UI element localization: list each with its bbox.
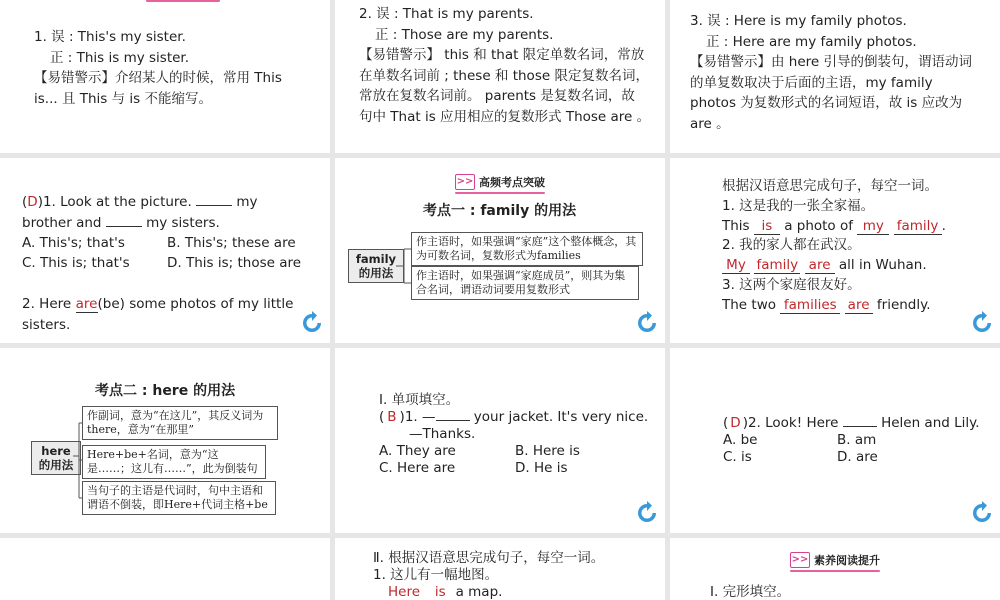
question-1: (D)1. Look at the picture. my	[22, 194, 258, 210]
reply: —Thanks.	[409, 426, 476, 442]
usage-tag: family 的用法	[348, 249, 404, 283]
refresh-arrow-icon[interactable]	[300, 311, 324, 335]
double-chevron-icon: >>	[455, 174, 475, 190]
sentence-cn: 1. 这儿有一幅地图。	[373, 567, 499, 583]
option-b: B. This's; these are	[167, 235, 296, 251]
section-heading: Ⅰ. 完形填空。	[710, 584, 791, 600]
error-line: 3. 误 : Here is my family photos.	[690, 13, 907, 29]
answer-blank: are	[805, 258, 835, 274]
warning-line: 【易错警示】由 here 引导的倒装句，谓语动词	[690, 54, 973, 70]
option-d: D. This is; those are	[167, 255, 302, 271]
bracket-connector	[396, 243, 412, 295]
card-reading	[670, 538, 1000, 600]
answer-blank: are	[845, 298, 873, 314]
correct-line: 正 : This is my sister.	[50, 49, 190, 66]
question-1-cont: brother and my sisters.	[22, 214, 220, 231]
option-c: C. is	[723, 449, 752, 465]
section-banner: >> 素养阅读提升	[790, 552, 880, 568]
warning-line: 在单数名词前 ; these 和 those 限定复数名词，	[359, 67, 649, 84]
sentence-cn: 1. 这是我的一张全家福。	[722, 197, 875, 214]
pink-tab	[146, 0, 220, 2]
option-a: A. They are	[379, 443, 456, 459]
double-chevron-icon: >>	[790, 552, 810, 568]
card-translate-here	[335, 538, 665, 600]
question-2: ( D )2. Look! Here Helen and Lily.	[723, 415, 980, 431]
warning-line: 常放在复数名词前。 parents 是复数名词，故	[359, 88, 635, 104]
rule-box-1: 作副词，意为“在这儿”，其反义词为there，意为“在那里”	[82, 406, 278, 440]
warning-line: 的单复数取决于后面的主语，my family	[690, 74, 933, 91]
answer-blank: is	[754, 219, 780, 235]
error-line: 1. 误 : This's my sister.	[34, 29, 186, 45]
correct-line: 正 : Here are my family photos.	[706, 33, 917, 50]
sentence-en: My family are all in Wuhan.	[722, 256, 992, 276]
rule-box-2: 作主语时，如果强调“家庭成员”，则其为集合名词，谓语动词要用复数形式	[411, 266, 639, 300]
answer-blank: Here	[383, 585, 425, 600]
keypoint-title: 考点二 : here 的用法	[95, 383, 236, 399]
answer-letter: D	[27, 194, 38, 210]
option-d: D. are	[837, 449, 878, 465]
warning-line: is... 且 This 与 is 不能缩写。	[34, 90, 212, 107]
question-2: 2. Here are(be) some photos of my little	[22, 296, 294, 312]
card-empty	[0, 538, 330, 600]
card-single-choice	[335, 348, 665, 533]
option-c: C. This is; that's	[22, 255, 130, 271]
refresh-arrow-icon[interactable]	[970, 501, 994, 525]
answer-blank: family	[754, 258, 800, 274]
warning-line: are 。	[690, 115, 730, 132]
answer-blank: my	[857, 219, 889, 235]
section-banner: >> 高频考点突破	[455, 174, 545, 190]
blank	[106, 226, 142, 227]
blank	[843, 426, 877, 427]
warning-line: photos 为复数形式的名词短语，故 is 应改为	[690, 95, 963, 111]
card-error-1	[0, 0, 330, 153]
sentence-cn: 3. 这两个家庭很友好。	[722, 276, 861, 293]
answer-blank: are	[75, 296, 98, 312]
option-a: A. This's; that's	[22, 235, 125, 251]
usage-tag: here 的用法	[31, 441, 81, 475]
sentence-en: Here is a map.	[373, 584, 663, 600]
rule-box-1: 作主语时，如果强调“家庭”这个整体概念，其为可数名词，复数形式为families	[411, 232, 643, 266]
keypoint-title: 考点一 : family 的用法	[423, 203, 577, 219]
instruction: 根据汉语意思完成句子，每空一词。	[722, 178, 938, 194]
sentence-en: The two families are friendly.	[722, 296, 931, 313]
question-2-cont: sisters.	[22, 316, 71, 333]
option-b: B. am	[837, 432, 877, 448]
error-line: 2. 误 : That is my parents.	[359, 6, 534, 22]
card-single-choice-2	[670, 348, 1000, 533]
card-translate-family	[670, 158, 1000, 343]
rule-box-2: Here+be+名词，意为“这是……；这儿有……”，此为倒装句	[82, 445, 266, 479]
refresh-arrow-icon[interactable]	[635, 311, 659, 335]
answer-blank: families	[780, 298, 840, 314]
card-quiz-1	[0, 158, 330, 343]
warning-line: 【易错警示】介绍某人的时候，常用 This	[34, 70, 282, 86]
section-heading: Ⅱ. 根据汉语意思完成句子，每空一词。	[373, 550, 605, 566]
card-keypoint-family	[335, 158, 665, 343]
sentence-en: This is a photo of my family .	[722, 217, 946, 234]
answer-blank: My	[722, 258, 750, 274]
answer-blank: family	[894, 219, 942, 235]
blank	[436, 420, 470, 421]
warning-line: 句中 That is 应用相应的复数形式 Those are 。	[359, 108, 651, 125]
card-error-3	[670, 0, 1000, 153]
correct-line: 正 : Those are my parents.	[375, 26, 554, 43]
question-1: ( B )1. — your jacket. It's very nice.	[379, 409, 649, 425]
option-c: C. Here are	[379, 460, 456, 476]
section-heading: Ⅰ. 单项填空。	[379, 392, 460, 408]
rule-box-3: 当句子的主语是代词时，句中主语和谓语不倒装，即Here+代词主格+be	[82, 481, 276, 515]
answer-letter: D	[730, 415, 741, 431]
card-keypoint-here	[0, 348, 330, 533]
answer-blank: is	[429, 585, 451, 600]
card-error-2	[335, 0, 665, 153]
blank	[196, 205, 232, 206]
warning-line: 【易错警示】 this 和 that 限定单数名词，常放	[359, 47, 645, 63]
option-d: D. He is	[515, 460, 568, 476]
refresh-arrow-icon[interactable]	[970, 311, 994, 335]
sentence-cn: 2. 我的家人都在武汉。	[722, 237, 861, 254]
option-b: B. Here is	[515, 443, 580, 459]
answer-letter: B	[387, 409, 397, 425]
option-a: A. be	[723, 432, 758, 448]
refresh-arrow-icon[interactable]	[635, 501, 659, 525]
